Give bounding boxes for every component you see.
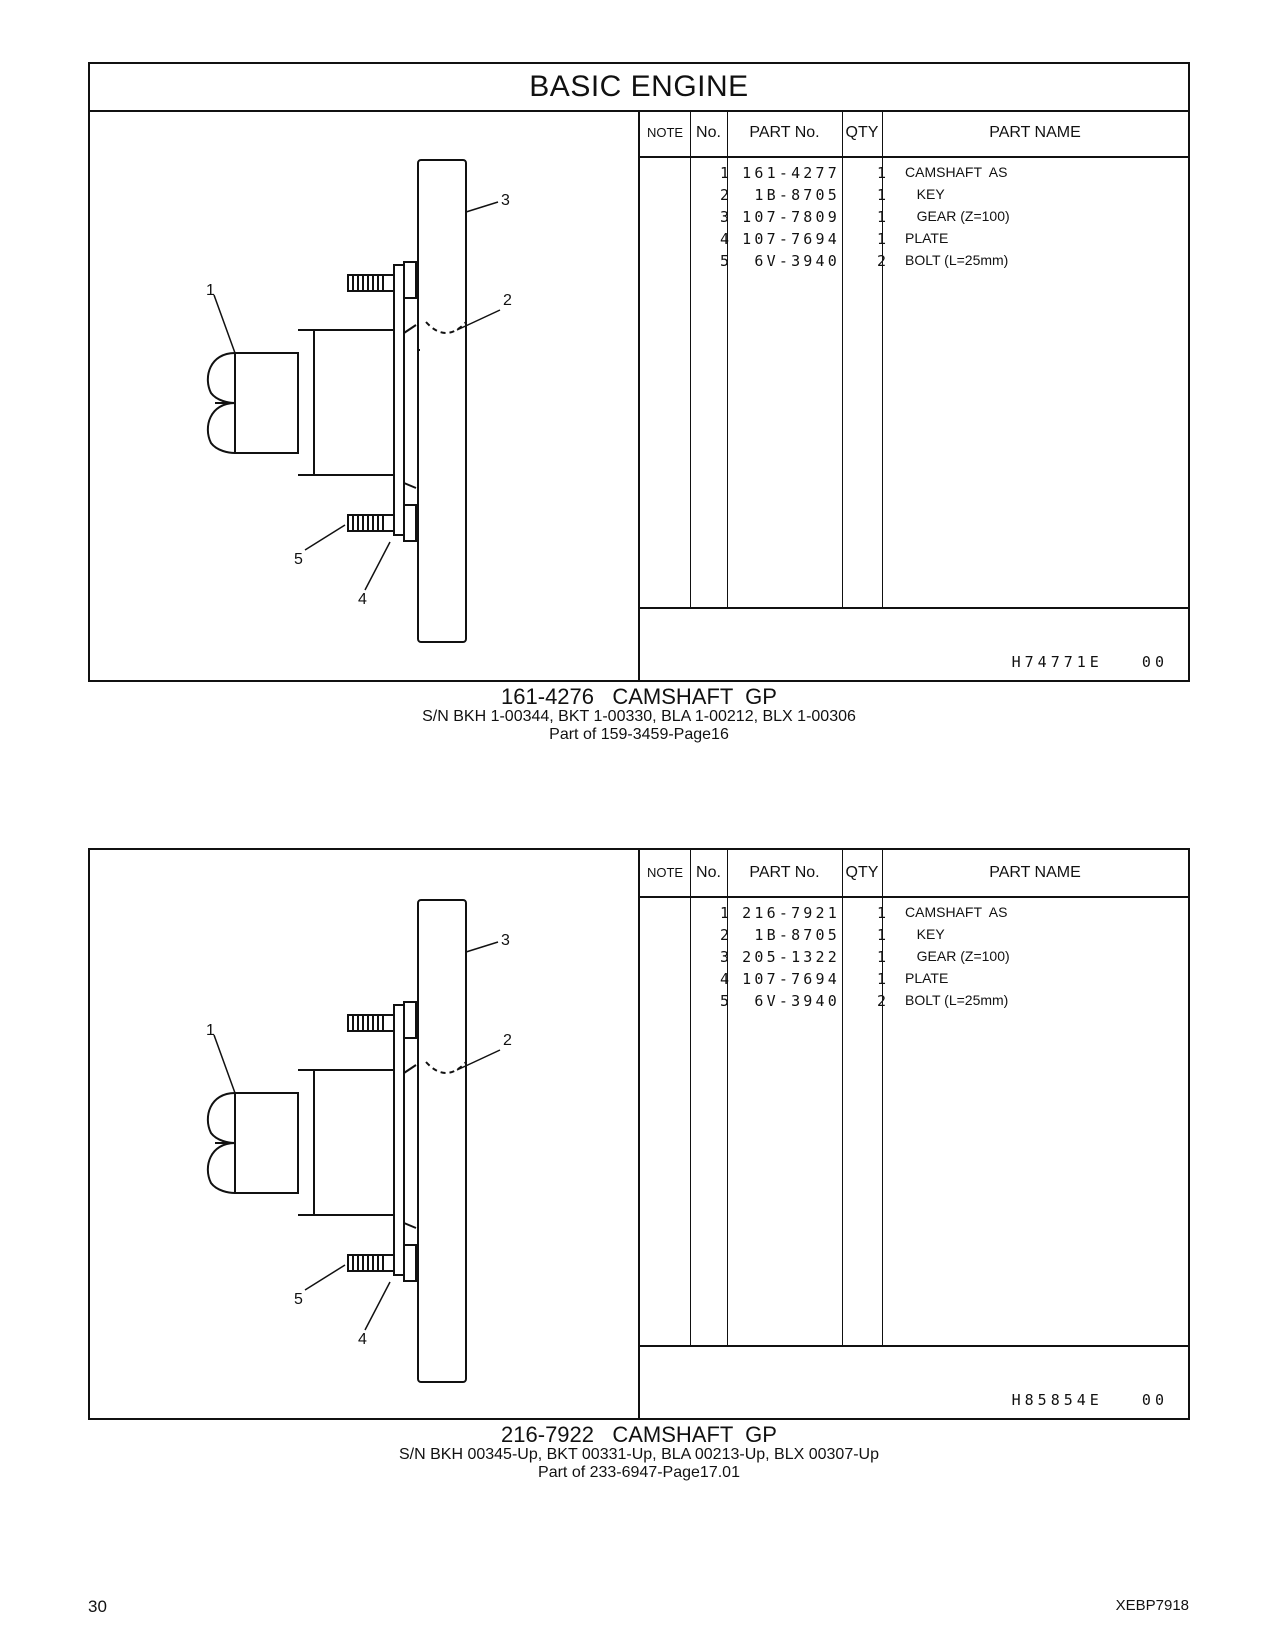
table-row [640, 230, 1188, 252]
part-number: 1B-8705 [754, 186, 840, 204]
bolt-shape [348, 1015, 394, 1031]
bolt-shape [348, 275, 394, 291]
part-number: 6V-3940 [754, 252, 840, 270]
part-no-header: PART No. [749, 864, 820, 881]
table-row [640, 926, 1188, 948]
item-no: 4 [719, 970, 729, 988]
part-of-reference: Part of 159-3459-Page16 [549, 726, 729, 743]
part-number: 161-4277 [742, 164, 840, 182]
item-no: 3 [719, 948, 729, 966]
quantity: 2 [876, 252, 886, 270]
item-no: 1 [719, 164, 729, 182]
group-caption-2 [88, 1424, 1190, 1482]
callout-3: 3 [501, 192, 510, 209]
parts-table [640, 110, 1188, 682]
table-row [640, 252, 1188, 274]
camshaft-illustration [90, 110, 638, 682]
page-title: BASIC ENGINE [90, 64, 1188, 112]
table-row [640, 948, 1188, 970]
part-name-header: PART NAME [989, 864, 1081, 881]
group-title: 161-4276 CAMSHAFT GP [501, 684, 777, 709]
serial-numbers: S/N BKH 1-00344, BKT 1-00330, BLA 1-00212, BLX 1-00306 [422, 708, 856, 725]
gear-shape [418, 160, 466, 642]
item-no: 3 [719, 208, 729, 226]
part-name: KEY [905, 926, 945, 942]
quantity: 1 [876, 904, 886, 922]
callout-4: 4 [358, 591, 367, 608]
exploded-view-drawing [90, 850, 640, 1420]
callout-5: 5 [294, 551, 303, 568]
part-name: CAMSHAFT AS [905, 904, 1008, 920]
part-number: 107-7809 [742, 208, 840, 226]
qty-header: QTY [845, 864, 879, 881]
part-number: 107-7694 [742, 230, 840, 248]
part-number: 6V-3940 [754, 992, 840, 1010]
parts-group-2 [88, 848, 1190, 1420]
page-number: 30 [88, 1597, 107, 1616]
plate-shape [394, 265, 404, 535]
quantity: 1 [876, 970, 886, 988]
part-name: PLATE [905, 970, 949, 986]
part-name: GEAR (Z=100) [905, 208, 1010, 224]
callout-3: 3 [501, 932, 510, 949]
callout-2: 2 [503, 292, 512, 309]
item-no: 2 [719, 186, 729, 204]
item-no: 4 [719, 230, 729, 248]
camshaft-body-shape [235, 353, 298, 453]
document-code: XEBP7918 [1115, 1597, 1189, 1614]
callout-4: 4 [358, 1331, 367, 1348]
table-row [640, 904, 1188, 926]
table-row [640, 970, 1188, 992]
note-header: NOTE [646, 125, 684, 140]
part-name: PLATE [905, 230, 949, 246]
callout-5: 5 [294, 1291, 303, 1308]
camshaft-body-shape [235, 1093, 298, 1193]
table-header [640, 850, 1188, 898]
camshaft-hub-shape [314, 330, 394, 475]
exploded-view-drawing [90, 110, 640, 682]
table-header [640, 110, 1188, 158]
parts-table [640, 850, 1188, 1420]
quantity: 1 [876, 926, 886, 944]
quantity: 1 [876, 948, 886, 966]
illustration-code: H85854E 00 [1011, 1391, 1168, 1409]
no-header: No. [696, 124, 721, 141]
item-no: 5 [719, 252, 729, 270]
part-no-header: PART No. [749, 124, 820, 141]
part-name: CAMSHAFT AS [905, 164, 1008, 180]
camshaft-illustration [90, 850, 638, 1420]
item-no: 5 [719, 992, 729, 1010]
part-number: 1B-8705 [754, 926, 840, 944]
part-number: 107-7694 [742, 970, 840, 988]
table-row [640, 208, 1188, 230]
item-no: 2 [719, 926, 729, 944]
table-row [640, 992, 1188, 1014]
key-shape [426, 1062, 466, 1073]
quantity: 1 [876, 208, 886, 226]
table-row [640, 164, 1188, 186]
parts-group-1 [88, 62, 1190, 682]
table-footer [640, 1345, 1188, 1422]
part-name: KEY [905, 186, 945, 202]
quantity: 1 [876, 186, 886, 204]
quantity: 2 [876, 992, 886, 1010]
part-number: 205-1322 [742, 948, 840, 966]
item-no: 1 [719, 904, 729, 922]
key-shape [426, 322, 466, 333]
plate-shape [394, 1005, 404, 1275]
serial-numbers: S/N BKH 00345-Up, BKT 00331-Up, BLA 00213-Up, BLX 00307-Up [399, 1446, 879, 1463]
table-row [640, 186, 1188, 208]
callout-1: 1 [206, 282, 215, 299]
qty-header: QTY [845, 124, 879, 141]
table-footer [640, 607, 1188, 684]
callout-1: 1 [206, 1022, 215, 1039]
part-name: GEAR (Z=100) [905, 948, 1010, 964]
callout-2: 2 [503, 1032, 512, 1049]
illustration-code: H74771E 00 [1011, 653, 1168, 671]
no-header: No. [696, 864, 721, 881]
group-title: 216-7922 CAMSHAFT GP [501, 1422, 777, 1447]
part-name: BOLT (L=25mm) [905, 992, 1009, 1008]
camshaft-hub-shape [314, 1070, 394, 1215]
part-number: 216-7921 [742, 904, 840, 922]
gear-shape [418, 900, 466, 1382]
part-name: BOLT (L=25mm) [905, 252, 1009, 268]
note-header: NOTE [646, 865, 684, 880]
quantity: 1 [876, 164, 886, 182]
group-caption-1 [88, 686, 1190, 744]
quantity: 1 [876, 230, 886, 248]
part-name-header: PART NAME [989, 124, 1081, 141]
part-of-reference: Part of 233-6947-Page17.01 [538, 1464, 740, 1481]
